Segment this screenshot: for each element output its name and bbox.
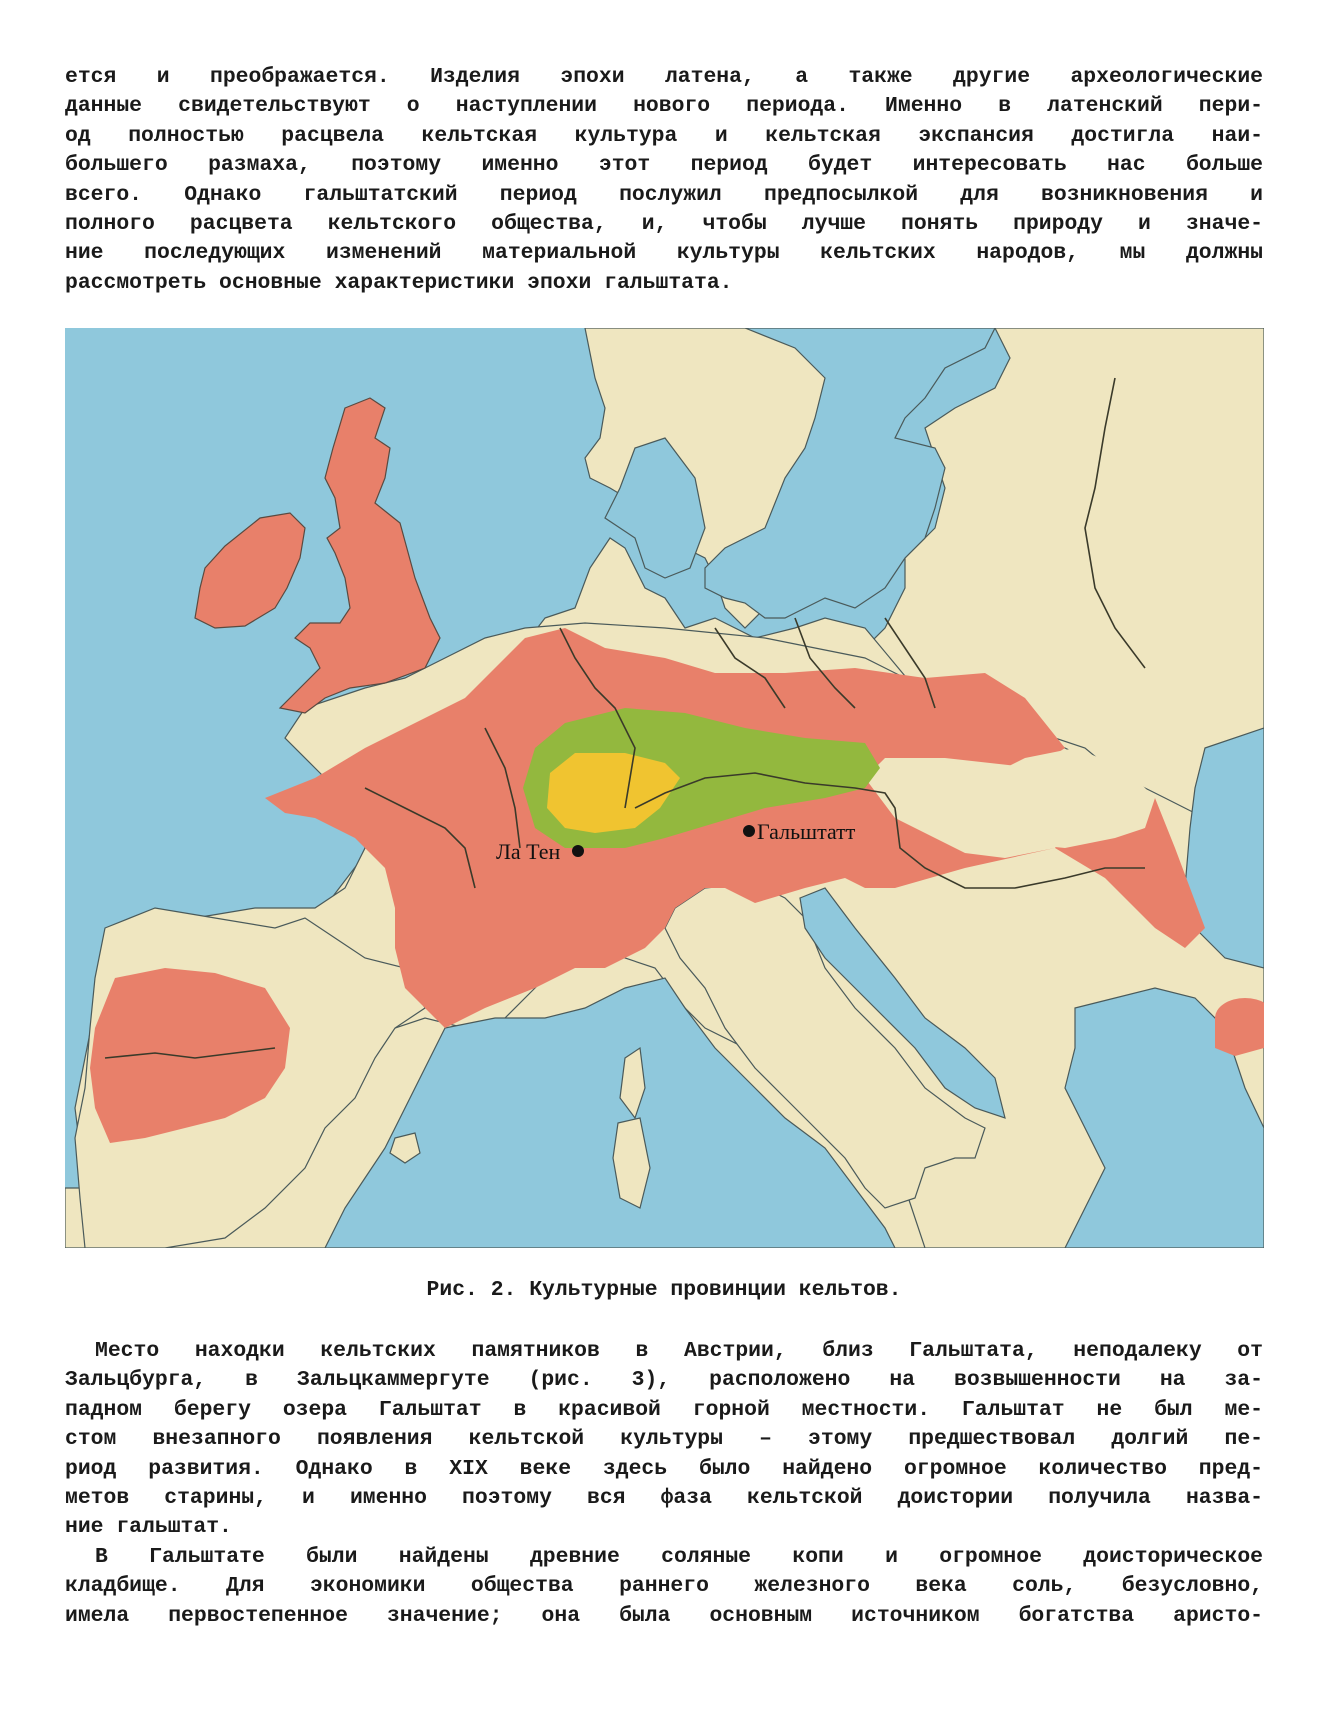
text-line: ние гальштат. <box>65 1515 232 1540</box>
text-line: всего. Однако гальштатский период послужил предпосылкой для возникновения и <box>65 182 1263 207</box>
hallstatt-marker <box>743 825 755 837</box>
text-line: рассмотреть основные характеристики эпохи гальштата. <box>65 270 733 295</box>
text-line: имела первостепенное значение; она была основным источником богатства аристо- <box>65 1603 1263 1628</box>
text-line: ется и преображается. Изделия эпохи латена, а также другие археологические <box>65 65 1263 89</box>
text-line: ние последующих изменений материальной культуры кельтских народов, мы должны <box>65 241 1263 266</box>
text-line: падном берегу озера Гальштат в красивой горной местности. Гальштат не был ме- <box>65 1397 1263 1422</box>
text-line: риод развития. Однако в XIX веке здесь было найдено огромное количество пред- <box>65 1456 1263 1481</box>
bottom-paragraphs <box>65 1337 1263 1631</box>
map-svg <box>65 328 1264 1248</box>
figure-caption: Рис. 2. Культурные провинции кельтов. <box>426 1278 902 1302</box>
text-line: В Гальштате были найдены древние соляные копи и огромное доисторическое <box>95 1544 1263 1569</box>
top-paragraph <box>65 63 1263 298</box>
celtic-provinces-map <box>65 328 1264 1248</box>
text-line: полного расцвета кельтского общества, и, чтобы лучше понять природу и значе- <box>65 211 1263 236</box>
text-line: Место находки кельтских памятников в Австрии, близ Гальштата, неподалеку от <box>95 1339 1263 1363</box>
text-line: кладбище. Для экономики общества раннего железного века соль, безусловно, <box>65 1574 1263 1599</box>
text-line: большего размаха, поэтому именно этот период будет интересовать нас больше <box>65 153 1263 178</box>
hallstatt-label: Гальштатт <box>757 819 856 844</box>
text-line: метов старины, и именно поэтому вся фаза кельтской доистории получила назва- <box>65 1485 1263 1510</box>
la-tene-marker <box>572 845 584 857</box>
text-line: стом внезапного появления кельтской культуры – этому предшествовал долгий пе- <box>65 1427 1263 1452</box>
text-line: Зальцбурга, в Зальцкаммергуте (рис. 3), расположено на возвышенности на за- <box>65 1368 1263 1393</box>
la-tene-label: Ла Тен <box>496 839 561 864</box>
text-line: од полностью расцвела кельтская культура и кельтская экспансия достигла наи- <box>65 123 1263 148</box>
site-hallstatt <box>743 819 856 844</box>
text-line: данные свидетельствуют о наступлении нового периода. Именно в латенский пери- <box>65 94 1263 119</box>
